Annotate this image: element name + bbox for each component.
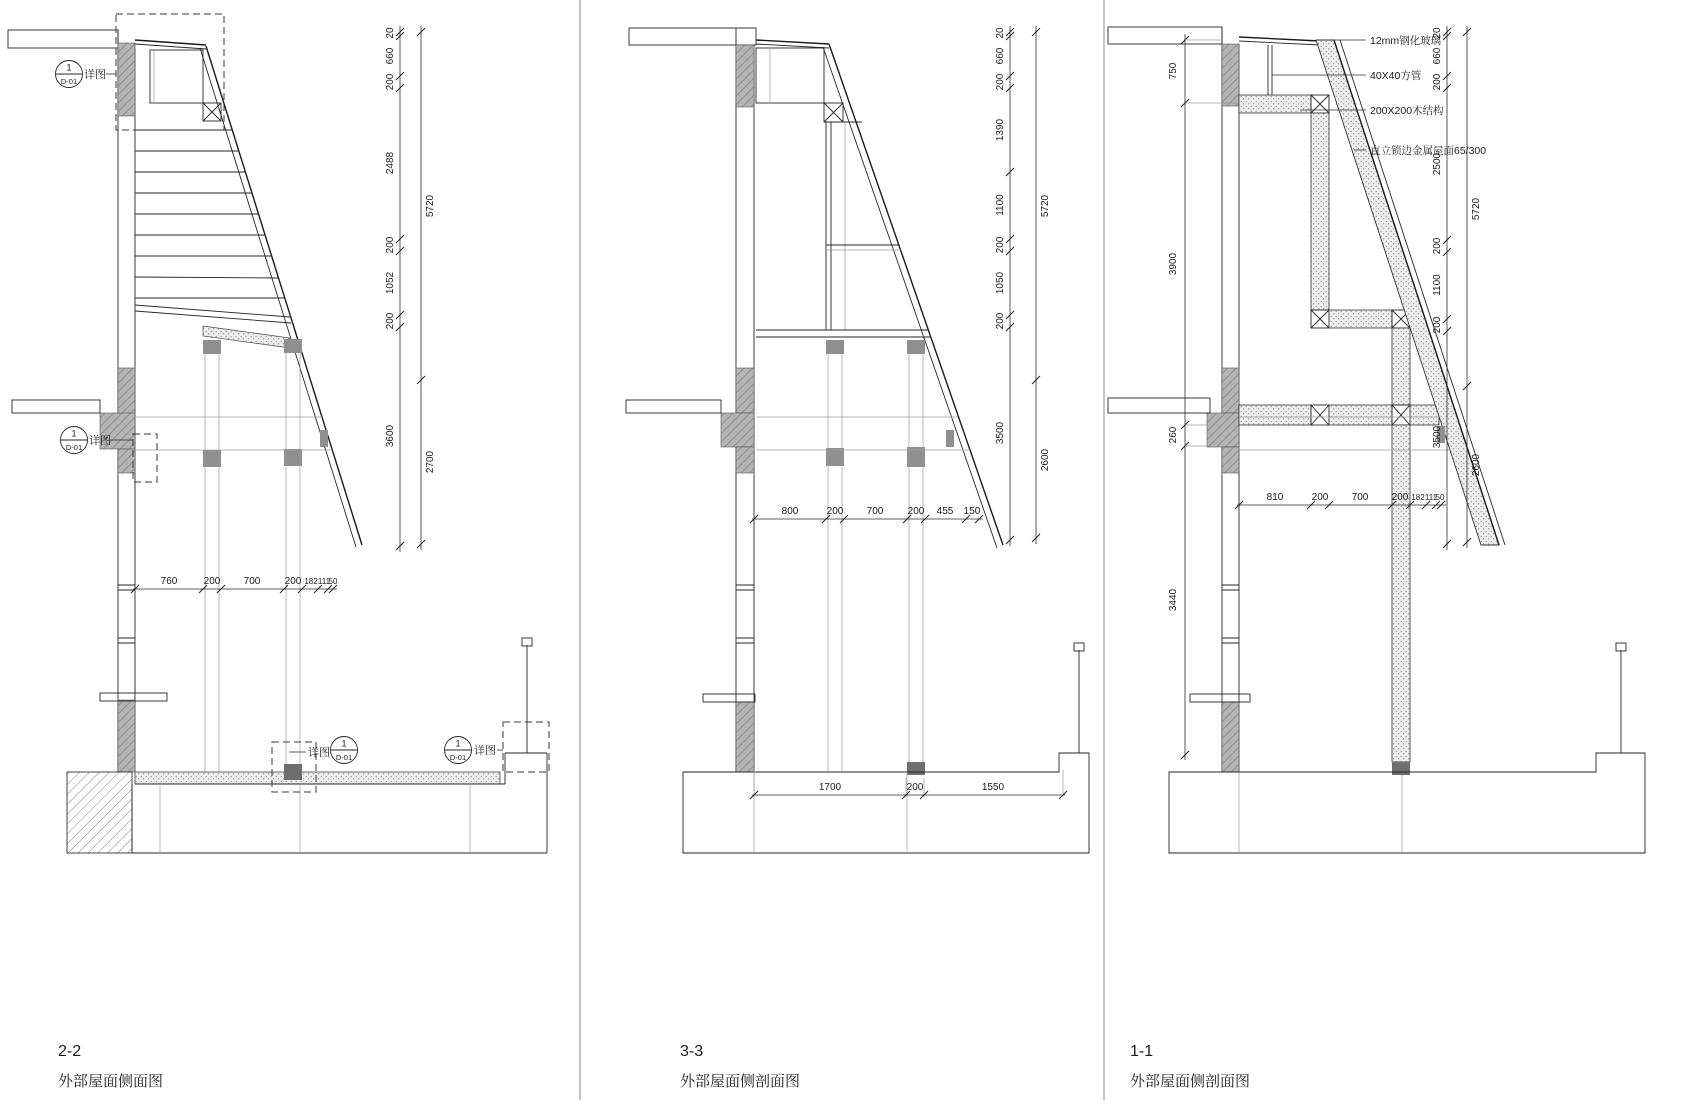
svg-text:111: 111: [1424, 493, 1438, 502]
svg-text:20: 20: [385, 27, 396, 39]
interior-frame: [756, 122, 930, 337]
svg-text:200: 200: [1432, 316, 1443, 334]
svg-text:3900: 3900: [1168, 252, 1179, 276]
svg-text:660: 660: [1432, 47, 1443, 65]
svg-text:182: 182: [304, 577, 318, 586]
svg-text:700: 700: [866, 506, 884, 517]
dim-chain-horizontal: [131, 576, 338, 593]
dim-chain-horizontal: [750, 506, 983, 523]
detail-callout: [445, 737, 504, 764]
svg-text:260: 260: [1168, 426, 1179, 444]
svg-text:D-01: D-01: [335, 753, 353, 762]
svg-text:200: 200: [1432, 237, 1443, 255]
svg-text:D-01: D-01: [449, 753, 467, 762]
panel-number: 3-3: [680, 1043, 704, 1060]
wood-frame: [1239, 95, 1439, 775]
svg-text:200: 200: [385, 73, 396, 91]
svg-text:1: 1: [455, 738, 461, 749]
svg-text:2700: 2700: [425, 450, 436, 474]
svg-text:2500: 2500: [1432, 152, 1443, 176]
dim-chain-vertical: [995, 26, 1051, 546]
svg-text:200: 200: [906, 782, 924, 793]
panel-section-2-2: [8, 14, 549, 1090]
panel-title: 外部屋面侧剖面图: [1130, 1073, 1251, 1090]
svg-text:660: 660: [995, 47, 1006, 65]
svg-text:5720: 5720: [425, 194, 436, 218]
svg-text:800: 800: [781, 506, 799, 517]
svg-text:20: 20: [995, 27, 1006, 39]
svg-text:5720: 5720: [1471, 197, 1482, 221]
svg-text:1700: 1700: [818, 782, 842, 793]
panel-number: 1-1: [1130, 1043, 1154, 1060]
svg-text:D-01: D-01: [65, 443, 83, 452]
svg-text:200: 200: [203, 576, 221, 587]
svg-text:760: 760: [160, 576, 178, 587]
svg-text:182: 182: [1411, 493, 1425, 502]
roof-top-assembly: [756, 40, 843, 122]
mid-slab: [626, 400, 721, 413]
annotation-tube: 40X40方管: [1370, 70, 1422, 82]
svg-text:3500: 3500: [1432, 425, 1443, 449]
svg-text:200: 200: [385, 236, 396, 254]
detail-dashed-box-edge: [503, 722, 549, 772]
roof-top-assembly: [1239, 37, 1320, 95]
svg-text:1390: 1390: [995, 118, 1006, 142]
svg-text:200: 200: [826, 506, 844, 517]
svg-text:1: 1: [71, 428, 77, 439]
svg-text:150: 150: [963, 506, 981, 517]
svg-text:50: 50: [328, 577, 338, 586]
interior-posts: [135, 339, 332, 772]
svg-text:200: 200: [995, 73, 1006, 91]
svg-text:200: 200: [995, 236, 1006, 254]
svg-text:50: 50: [1435, 493, 1445, 502]
annotation-wood: 200X200木结构: [1370, 105, 1444, 117]
dim-chain-vertical: [385, 26, 436, 552]
svg-text:660: 660: [385, 47, 396, 65]
interior-posts: [756, 340, 970, 775]
svg-text:700: 700: [243, 576, 261, 587]
svg-text:1052: 1052: [385, 271, 396, 295]
svg-text:1100: 1100: [1432, 274, 1443, 296]
svg-text:455: 455: [936, 506, 954, 517]
svg-text:1100: 1100: [995, 194, 1006, 216]
svg-text:详图: 详图: [89, 435, 111, 447]
mid-slab: [12, 400, 100, 413]
panel-title: 外部屋面侧面图: [58, 1073, 164, 1090]
panel-section-3-3: [626, 26, 1089, 1090]
svg-text:200: 200: [995, 312, 1006, 330]
dim-chain-horizontal: [1235, 492, 1446, 509]
svg-text:200: 200: [1311, 492, 1329, 503]
roof-louver-lines: [135, 130, 285, 298]
panel-section-1-1: [1108, 26, 1645, 1090]
exterior-wall: [1190, 27, 1250, 772]
svg-text:200: 200: [1391, 492, 1409, 503]
mid-slab: [1108, 398, 1210, 413]
svg-text:1550: 1550: [981, 782, 1005, 793]
svg-text:200: 200: [907, 506, 925, 517]
sloped-roof: [823, 44, 1003, 548]
svg-text:200: 200: [284, 576, 302, 587]
svg-text:详图: 详图: [308, 747, 330, 759]
top-slab: [629, 28, 756, 45]
svg-text:详图: 详图: [84, 69, 106, 81]
svg-text:2488: 2488: [385, 151, 396, 175]
svg-text:750: 750: [1168, 62, 1179, 80]
svg-text:1: 1: [66, 62, 72, 73]
svg-text:3600: 3600: [385, 424, 396, 448]
annotation-metal-roof: 直立锁边金属屋面65/300: [1370, 145, 1487, 157]
annotation-glass: 12mm钢化玻璃: [1370, 35, 1442, 47]
svg-text:3500: 3500: [995, 421, 1006, 445]
svg-text:3440: 3440: [1168, 588, 1179, 612]
svg-text:D-01: D-01: [60, 77, 78, 86]
svg-text:111: 111: [317, 577, 331, 586]
panel-number: 2-2: [58, 1043, 82, 1060]
svg-text:详图: 详图: [474, 745, 496, 757]
exterior-wall: [100, 30, 167, 772]
svg-text:200: 200: [1432, 73, 1443, 91]
svg-text:5720: 5720: [1040, 194, 1051, 218]
svg-text:1050: 1050: [995, 271, 1006, 295]
svg-text:810: 810: [1266, 492, 1284, 503]
svg-text:2600: 2600: [1040, 448, 1051, 472]
svg-text:1: 1: [341, 738, 347, 749]
detail-callout: [289, 737, 358, 764]
detail-dashed-box-wall: [133, 434, 157, 482]
svg-text:20: 20: [1432, 27, 1443, 39]
detail-callout: [56, 61, 117, 88]
panel-title: 外部屋面侧剖面图: [680, 1073, 801, 1090]
svg-text:2600: 2600: [1471, 453, 1482, 477]
svg-text:700: 700: [1351, 492, 1369, 503]
svg-text:200: 200: [385, 312, 396, 330]
top-slab: [1108, 27, 1222, 44]
top-slab: [8, 30, 118, 48]
